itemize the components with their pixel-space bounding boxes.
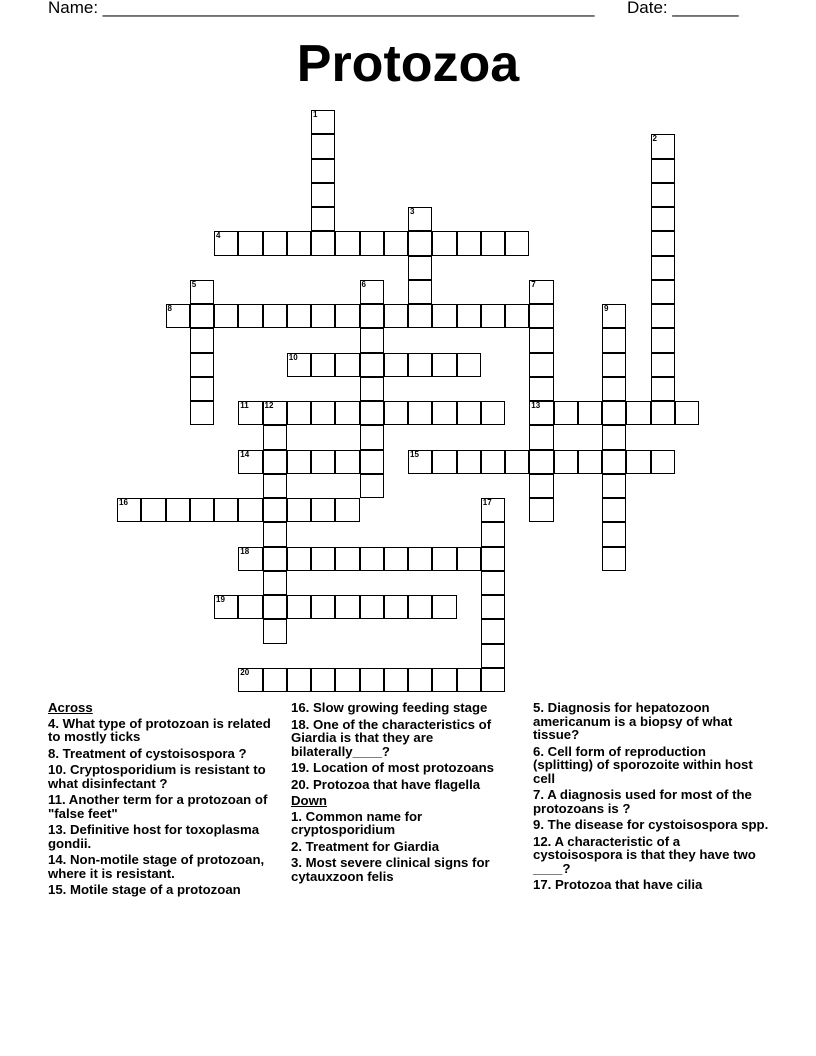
clue-number: 3 xyxy=(410,207,415,216)
clue-item xyxy=(533,745,769,786)
crossword-cell[interactable] xyxy=(141,498,165,522)
clue-item xyxy=(533,835,769,876)
crossword-cell[interactable] xyxy=(360,304,384,328)
crossword-cell[interactable] xyxy=(190,280,214,304)
crossword-cell[interactable] xyxy=(311,595,335,619)
crossword-cell[interactable] xyxy=(263,571,287,595)
crossword-cell[interactable] xyxy=(263,498,287,522)
crossword-cell[interactable] xyxy=(408,207,432,231)
crossword-cell[interactable] xyxy=(457,304,481,328)
crossword-cell[interactable] xyxy=(602,401,626,425)
crossword-cell[interactable] xyxy=(335,595,359,619)
clue-item-number: 5. xyxy=(533,700,544,715)
clue-number: 2 xyxy=(652,134,657,144)
crossword-cell[interactable] xyxy=(602,450,626,474)
clue-number: 6 xyxy=(361,279,366,289)
crossword-cell[interactable] xyxy=(408,353,432,377)
clue-item-number: 4. xyxy=(48,715,59,731)
clue-number: 11 xyxy=(240,401,249,410)
crossword-cell[interactable] xyxy=(311,304,335,328)
crossword-cell[interactable] xyxy=(287,353,311,377)
crossword-cell[interactable] xyxy=(481,231,505,255)
crossword-cell[interactable] xyxy=(651,183,675,207)
clue-item-number: 14. xyxy=(48,852,67,867)
crossword-cell[interactable] xyxy=(529,328,553,352)
crossword-cell[interactable] xyxy=(675,401,699,425)
clue-item xyxy=(48,823,284,850)
crossword-cell[interactable] xyxy=(481,547,505,571)
crossword-cell[interactable] xyxy=(263,401,287,425)
crossword-cell[interactable] xyxy=(238,304,262,328)
clue-item-text: Common name for cryptosporidium xyxy=(291,808,423,837)
crossword-cell[interactable] xyxy=(360,401,384,425)
clue-item-number: 12. xyxy=(533,833,552,849)
crossword-cell[interactable] xyxy=(432,547,456,571)
crossword-cell[interactable] xyxy=(457,547,481,571)
crossword-cell[interactable] xyxy=(481,304,505,328)
crossword-cell[interactable] xyxy=(311,110,335,134)
clue-item-number: 18. xyxy=(291,716,310,732)
crossword-cell[interactable] xyxy=(432,353,456,377)
clue-item-number: 20. xyxy=(291,776,310,792)
crossword-cell[interactable] xyxy=(529,280,553,304)
clue-item xyxy=(48,717,284,744)
name-field-label: Name: ____________________________________________________ xyxy=(48,0,595,17)
crossword-cell[interactable] xyxy=(408,231,432,255)
crossword-cell[interactable] xyxy=(384,401,408,425)
clue-item-number: 17. xyxy=(533,877,552,892)
crossword-cell[interactable] xyxy=(651,256,675,280)
crossword-cell[interactable] xyxy=(432,595,456,619)
crossword-cell[interactable] xyxy=(214,231,238,255)
crossword-cell[interactable] xyxy=(578,401,602,425)
crossword-cell[interactable] xyxy=(335,498,359,522)
clue-number: 18 xyxy=(240,546,250,556)
clue-section-heading: Across xyxy=(48,700,93,715)
clue-number: 15 xyxy=(410,449,419,459)
crossword-cell[interactable] xyxy=(529,498,553,522)
clue-item xyxy=(48,853,284,880)
clue-item-text: Another term for a protozoan of "false feet" xyxy=(48,792,268,821)
crossword-cell[interactable] xyxy=(263,474,287,498)
crossword-cell[interactable] xyxy=(457,450,481,474)
clue-item-text: Treatment for Giardia xyxy=(305,838,440,854)
crossword-cell[interactable] xyxy=(432,668,456,692)
clue-item xyxy=(533,788,769,815)
clue-number: 8 xyxy=(167,304,172,313)
crossword-cell[interactable] xyxy=(457,401,481,425)
clue-item-text: Slow growing feeding stage xyxy=(313,700,488,715)
clue-item-number: 10. xyxy=(48,762,67,777)
clue-item-number: 15. xyxy=(48,882,67,897)
crossword-cell[interactable] xyxy=(360,353,384,377)
crossword-cell[interactable] xyxy=(263,522,287,546)
crossword-cell[interactable] xyxy=(408,547,432,571)
crossword-cell[interactable] xyxy=(360,328,384,352)
crossword-cell[interactable] xyxy=(432,401,456,425)
crossword-cell[interactable] xyxy=(263,619,287,643)
crossword-cell[interactable] xyxy=(554,450,578,474)
crossword-cell[interactable] xyxy=(190,498,214,522)
crossword-cell[interactable] xyxy=(335,668,359,692)
clue-number: 14 xyxy=(240,449,250,459)
crossword-cell[interactable] xyxy=(529,474,553,498)
crossword-cell[interactable] xyxy=(287,498,311,522)
crossword-cell[interactable] xyxy=(651,207,675,231)
crossword-cell[interactable] xyxy=(578,450,602,474)
clue-item xyxy=(291,840,527,854)
crossword-cell[interactable] xyxy=(214,595,238,619)
crossword-cell[interactable] xyxy=(602,328,626,352)
crossword-cell[interactable] xyxy=(602,522,626,546)
clue-column-3 xyxy=(533,701,769,895)
clue-column-1 xyxy=(48,701,284,900)
crossword-cell[interactable] xyxy=(408,668,432,692)
crossword-cell[interactable] xyxy=(529,425,553,449)
crossword-cell[interactable] xyxy=(214,498,238,522)
page-title: Protozoa xyxy=(296,35,520,93)
crossword-cell[interactable] xyxy=(287,304,311,328)
crossword-cell[interactable] xyxy=(529,401,553,425)
crossword-cell[interactable] xyxy=(651,280,675,304)
crossword-cell[interactable] xyxy=(602,377,626,401)
crossword-cell[interactable] xyxy=(408,280,432,304)
crossword-cell[interactable] xyxy=(384,595,408,619)
crossword-cell[interactable] xyxy=(335,401,359,425)
clue-number: 16 xyxy=(119,498,128,507)
clue-item-number: 3. xyxy=(291,855,302,870)
crossword-cell[interactable] xyxy=(360,231,384,255)
crossword-cell[interactable] xyxy=(481,644,505,668)
crossword-cell[interactable] xyxy=(311,547,335,571)
crossword-cell[interactable] xyxy=(457,353,481,377)
crossword-cell[interactable] xyxy=(238,450,262,474)
crossword-cell[interactable] xyxy=(408,450,432,474)
clue-item-number: 6. xyxy=(533,743,544,759)
clue-item xyxy=(48,763,284,790)
crossword-cell[interactable] xyxy=(263,304,287,328)
clue-number: 13 xyxy=(531,401,541,410)
crossword-cell[interactable] xyxy=(238,498,262,522)
clue-item-text: A characteristic of a cystoisospora is that they have two ____? xyxy=(533,833,756,876)
clue-number: 4 xyxy=(216,231,221,241)
crossword-cell[interactable] xyxy=(505,231,529,255)
crossword-cell[interactable] xyxy=(238,595,262,619)
clue-item-text: A diagnosis used for most of the protozoans is ? xyxy=(533,787,752,816)
crossword-cell[interactable] xyxy=(457,668,481,692)
clue-item-text: One of the characteristics of Giardia is that they are bilaterally____? xyxy=(291,716,492,759)
clue-column-2 xyxy=(291,701,527,886)
clue-item xyxy=(291,778,527,792)
clue-item xyxy=(291,718,527,759)
crossword-cell[interactable] xyxy=(384,231,408,255)
clue-number: 12 xyxy=(264,401,274,410)
crossword-cell[interactable] xyxy=(408,595,432,619)
crossword-cell[interactable] xyxy=(602,353,626,377)
crossword-cell[interactable] xyxy=(651,159,675,183)
clue-item-text: Cryptosporidium is resistant to what disinfectant ? xyxy=(48,762,266,791)
clue-item xyxy=(533,818,769,832)
clue-item-text: The disease for cystoisospora spp. xyxy=(547,817,769,832)
crossword-cell[interactable] xyxy=(311,668,335,692)
crossword-cell[interactable] xyxy=(311,207,335,231)
crossword-cell[interactable] xyxy=(190,353,214,377)
crossword-cell[interactable] xyxy=(384,353,408,377)
clue-item-text: Motile stage of a protozoan xyxy=(70,882,241,897)
crossword-cell[interactable] xyxy=(335,547,359,571)
crossword-cell[interactable] xyxy=(360,425,384,449)
clue-item-number: 1. xyxy=(291,808,302,824)
clue-item-text: Protozoa that have flagella xyxy=(313,776,481,792)
crossword-cell[interactable] xyxy=(408,256,432,280)
crossword-cell[interactable] xyxy=(166,498,190,522)
crossword-cell[interactable] xyxy=(529,304,553,328)
crossword-cell[interactable] xyxy=(360,595,384,619)
clue-item-number: 9. xyxy=(533,817,544,832)
clue-item-number: 16. xyxy=(291,700,310,715)
crossword-cell[interactable] xyxy=(311,183,335,207)
crossword-cell[interactable] xyxy=(651,328,675,352)
crossword-cell[interactable] xyxy=(360,474,384,498)
crossword-cell[interactable] xyxy=(481,595,505,619)
crossword-cell[interactable] xyxy=(432,450,456,474)
crossword-cell[interactable] xyxy=(432,304,456,328)
crossword-cell[interactable] xyxy=(335,231,359,255)
clue-item-text: What type of protozoan is related to mostly ticks xyxy=(48,715,271,744)
crossword-cell[interactable] xyxy=(287,547,311,571)
crossword-cell[interactable] xyxy=(408,401,432,425)
crossword-cell[interactable] xyxy=(481,401,505,425)
clue-number: 10 xyxy=(288,352,298,362)
crossword-cell[interactable] xyxy=(651,377,675,401)
crossword-cell[interactable] xyxy=(360,450,384,474)
crossword-cell[interactable] xyxy=(626,450,650,474)
clue-item xyxy=(48,883,284,897)
crossword-cell[interactable] xyxy=(602,474,626,498)
clue-item-number: 7. xyxy=(533,787,544,802)
clue-item-number: 19. xyxy=(291,760,310,775)
crossword-cell[interactable] xyxy=(481,522,505,546)
crossword-cell[interactable] xyxy=(263,450,287,474)
crossword-cell[interactable] xyxy=(651,134,675,158)
crossword-cell[interactable] xyxy=(529,450,553,474)
crossword-cell[interactable] xyxy=(263,425,287,449)
crossword-cell[interactable] xyxy=(602,498,626,522)
crossword-cell[interactable] xyxy=(626,401,650,425)
clue-item xyxy=(533,701,769,742)
clue-item-text: Most severe clinical signs for cytauxzoon felis xyxy=(291,855,490,884)
crossword-cell[interactable] xyxy=(238,231,262,255)
clue-item-text: Treatment of cystoisospora ? xyxy=(62,745,247,761)
crossword-cell[interactable] xyxy=(481,619,505,643)
clue-item-number: 8. xyxy=(48,745,59,761)
crossword-cell[interactable] xyxy=(602,304,626,328)
crossword-cell[interactable] xyxy=(602,547,626,571)
crossword-cell[interactable] xyxy=(311,450,335,474)
crossword-cell[interactable] xyxy=(190,377,214,401)
crossword-cell[interactable] xyxy=(481,450,505,474)
crossword-cell[interactable] xyxy=(384,668,408,692)
clue-item xyxy=(48,747,284,761)
crossword-cell[interactable] xyxy=(166,304,190,328)
crossword-cell[interactable] xyxy=(214,304,238,328)
crossword-cell[interactable] xyxy=(384,547,408,571)
crossword-cell[interactable] xyxy=(335,304,359,328)
crossword-cell[interactable] xyxy=(554,401,578,425)
crossword-cell[interactable] xyxy=(360,377,384,401)
crossword-cell[interactable] xyxy=(457,231,481,255)
clue-item xyxy=(291,701,527,715)
clue-item xyxy=(291,761,527,775)
clue-item-number: 2. xyxy=(291,838,302,854)
clue-item xyxy=(291,810,527,837)
crossword-cell[interactable] xyxy=(287,401,311,425)
clue-number: 1 xyxy=(313,110,318,119)
crossword-cell[interactable] xyxy=(287,668,311,692)
clue-item-text: Diagnosis for hepatozoon americanum is a biopsy of what tissue? xyxy=(533,700,733,742)
crossword-cell[interactable] xyxy=(311,231,335,255)
crossword-cell[interactable] xyxy=(360,547,384,571)
clue-item-text: Non-motile stage of protozoan, where it is resistant. xyxy=(48,852,265,881)
crossword-cell[interactable] xyxy=(238,547,262,571)
crossword-cell[interactable] xyxy=(651,231,675,255)
clue-item xyxy=(533,878,769,892)
clue-item-number: 11. xyxy=(48,792,66,807)
crossword-cell[interactable] xyxy=(335,353,359,377)
crossword-cell[interactable] xyxy=(311,159,335,183)
crossword-cell[interactable] xyxy=(651,353,675,377)
crossword-cell[interactable] xyxy=(651,450,675,474)
clue-number: 9 xyxy=(604,304,609,313)
crossword-cell[interactable] xyxy=(335,450,359,474)
crossword-cell[interactable] xyxy=(481,668,505,692)
clue-item-text: Definitive host for toxoplasma gondii. xyxy=(48,822,260,851)
crossword-cell[interactable] xyxy=(651,304,675,328)
crossword-cell[interactable] xyxy=(263,595,287,619)
crossword-cell[interactable] xyxy=(408,304,432,328)
clue-number: 7 xyxy=(531,279,536,289)
crossword-cell[interactable] xyxy=(238,401,262,425)
crossword-cell[interactable] xyxy=(505,450,529,474)
clue-item-text: Cell form of reproduction (splitting) of sporozoite within host cell xyxy=(533,743,753,786)
clue-number: 20 xyxy=(240,667,250,677)
crossword-cell[interactable] xyxy=(311,401,335,425)
clue-number: 5 xyxy=(191,279,197,289)
clue-number: 17 xyxy=(482,498,492,507)
clue-item-text: Protozoa that have cilia xyxy=(555,877,703,892)
crossword-cell[interactable] xyxy=(287,231,311,255)
crossword-cell[interactable] xyxy=(311,134,335,158)
date-field-label: Date: _______ xyxy=(627,0,739,17)
clue-section-heading: Down xyxy=(291,793,327,808)
crossword-cell[interactable] xyxy=(432,231,456,255)
crossword-cell[interactable] xyxy=(263,668,287,692)
crossword-cell[interactable] xyxy=(360,668,384,692)
crossword-cell[interactable] xyxy=(287,450,311,474)
crossword-cell[interactable] xyxy=(602,425,626,449)
crossword-cell[interactable] xyxy=(190,401,214,425)
crossword-cell[interactable] xyxy=(117,498,141,522)
crossword-cell[interactable] xyxy=(529,377,553,401)
crossword-cell[interactable] xyxy=(651,401,675,425)
clue-item-text: Location of most protozoans xyxy=(313,760,494,775)
crossword-cell[interactable] xyxy=(360,280,384,304)
crossword-cell[interactable] xyxy=(481,498,505,522)
crossword-cell[interactable] xyxy=(238,668,262,692)
crossword-cell[interactable] xyxy=(263,547,287,571)
crossword-cell[interactable] xyxy=(190,304,214,328)
crossword-cell[interactable] xyxy=(311,498,335,522)
crossword-cell[interactable] xyxy=(190,328,214,352)
clue-item-number: 13. xyxy=(48,822,67,837)
clue-item xyxy=(291,856,527,883)
clue-item xyxy=(48,793,284,820)
crossword-cell[interactable] xyxy=(311,353,335,377)
crossword-cell[interactable] xyxy=(481,571,505,595)
crossword-cell[interactable] xyxy=(287,595,311,619)
crossword-cell[interactable] xyxy=(263,231,287,255)
crossword-cell[interactable] xyxy=(505,304,529,328)
crossword-cell[interactable] xyxy=(384,304,408,328)
clue-number: 19 xyxy=(216,595,225,604)
crossword-cell[interactable] xyxy=(529,353,553,377)
